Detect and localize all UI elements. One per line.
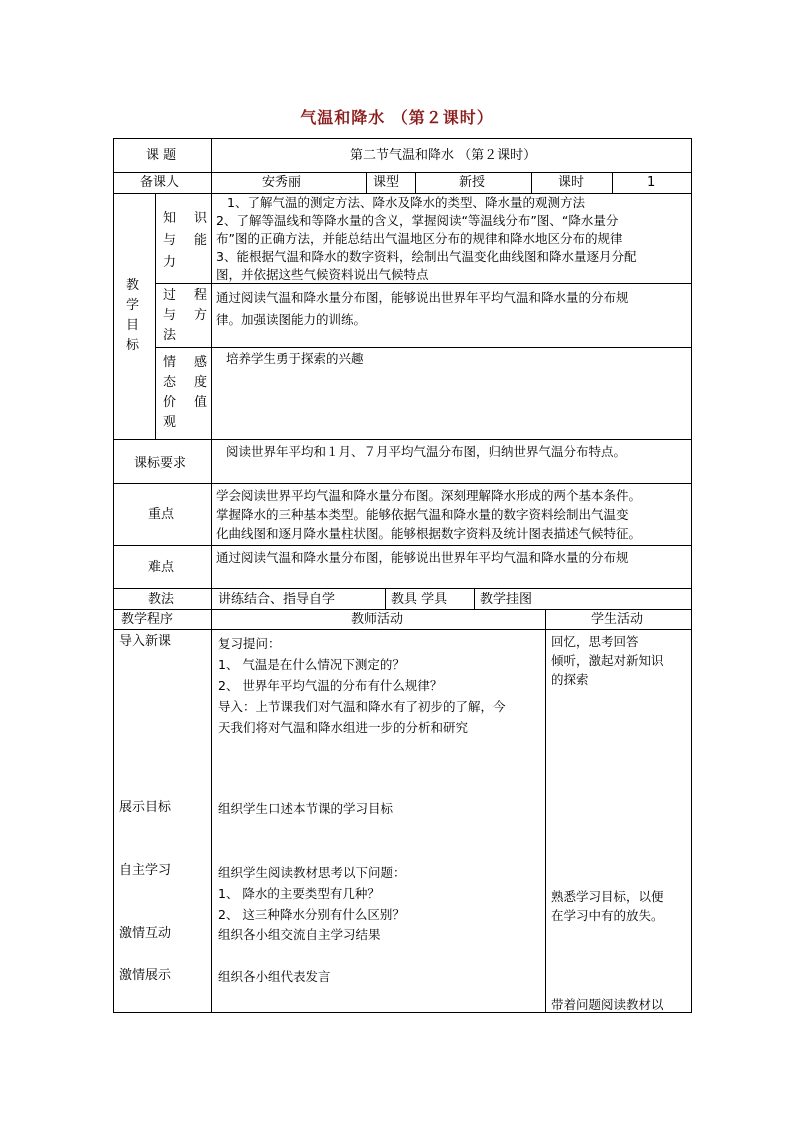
teacher-activity-line: 组织各小组代表发言 [218, 969, 331, 984]
teacher-activity-line: 1、 降水的主要类型有几种？ [218, 886, 380, 901]
key-points-line-2: 掌握降水的三种基本类型。能够依据气温和降水量的数字资料绘制出气温变 [216, 507, 629, 522]
process-label: 过 程 与 方 法 [163, 288, 207, 343]
type-label: 课型 [373, 175, 400, 190]
prep-label: 备课人 [140, 175, 180, 190]
difficult-text: 通过阅读气温和降水量分布图，能够说出世界年平均气温和降水量的分布规 [216, 550, 629, 565]
page-title: 气温和降水 （第２课时） [300, 108, 494, 127]
emotion-label: 情 感 态 度 价 值 观 [163, 355, 207, 430]
period-value: 1 [647, 175, 656, 190]
teacher-activity-line: 天我们将对气温和降水组进一步的分析和研究 [218, 720, 469, 735]
topic-label: 课 题 [146, 148, 177, 163]
teacher-header: 教师活动 [351, 612, 404, 627]
goals-label: 教 学 目 标 [126, 278, 140, 353]
teacher-activity-line: 2、 这三种降水分别有什么区别？ [218, 907, 405, 922]
knowledge-line-3: 布”图的正确方法，并能总结出气温地区分布的规律和降水地区分布的规律 [216, 231, 623, 246]
prep-teacher: 安秀丽 [262, 175, 302, 190]
teacher-activity-line: 2、 世界年平均气温的分布有什么规律？ [218, 678, 443, 693]
teacher-activity-line: 组织学生口述本节课的学习目标 [218, 801, 394, 816]
step-name-3: 自主学习 [119, 863, 172, 878]
tools-value: 教学挂图 [480, 592, 533, 607]
step-name-4: 激情互动 [119, 926, 172, 941]
teacher-activity-line: 1、 气温是在什么情况下测定的？ [218, 657, 405, 672]
standard-label: 课标要求 [134, 456, 187, 471]
student-activity-line: 在学习中有的放失。 [551, 908, 664, 923]
emotion-text: 培养学生勇于探索的兴趣 [226, 351, 364, 366]
knowledge-label: 知 识 与 能 力 [163, 211, 207, 270]
process-line-1: 通过阅读气温和降水量分布图，能够说出世界年平均气温和降水量的分布规 [216, 290, 629, 305]
period-label: 课时 [558, 175, 585, 190]
teacher-activity-line: 组织各小组交流自主学习结果 [218, 927, 381, 942]
knowledge-line-5: 图，并依据这些气候资料说出气候特点 [216, 267, 429, 282]
topic-value: 第二节气温和降水 （第２课时） [350, 148, 537, 163]
steps-header: 教学程序 [121, 612, 174, 627]
process-line-2: 律。加强读图能力的训练。 [216, 312, 367, 327]
student-activity-line: 回忆，思考回答 [551, 634, 639, 649]
student-activity-line: 的探索 [551, 672, 589, 687]
knowledge-line-1: 1、了解气温的测定方法、降水及降水的类型、降水量的观测方法 [227, 195, 585, 210]
teacher-activity-line: 复习提问： [218, 636, 281, 651]
difficult-label: 难点 [148, 560, 175, 575]
key-points-line-1: 学会阅读世界平均气温和降水量分布图。深刻理解降水形成的两个基本条件。 [216, 488, 642, 503]
method-value: 讲练结合、指导自学 [218, 592, 336, 607]
step-name-5: 激情展示 [119, 968, 172, 983]
step-name-1: 导入新课 [119, 634, 172, 649]
teacher-activity-line: 导入：上节课我们对气温和降水有了初步的了解，今 [218, 699, 506, 714]
student-header: 学生活动 [591, 612, 644, 627]
key-points-line-3: 化曲线图和逐月降水量柱状图。能够根据数字资料及统计图表描述气候特征。 [216, 526, 642, 541]
key-points-label: 重点 [148, 507, 175, 522]
type-value: 新授 [459, 175, 486, 190]
standard-text: 阅读世界年平均和１月、７月平均气温分布图，归纳世界气温分布特点。 [226, 444, 627, 459]
student-activity-line: 熟悉学习目标，以便 [551, 889, 664, 904]
method-label: 教法 [148, 592, 175, 607]
tools-label: 教具 学具 [391, 592, 448, 607]
student-activity-line: 倾听，激起对新知识 [551, 653, 664, 668]
knowledge-line-2: 2、了解等温线和等降水量的含义，掌握阅读“等温线分布”图、“降水量分 [216, 213, 619, 228]
teacher-activity-line: 组织学生阅读教材思考以下问题： [218, 865, 406, 880]
knowledge-line-4: 3、能根据气温和降水的数字资料，绘制出气温变化曲线图和降水量逐月分配 [216, 249, 637, 264]
student-activity-line: 带着问题阅读教材以 [551, 997, 664, 1012]
step-name-2: 展示目标 [119, 800, 172, 815]
